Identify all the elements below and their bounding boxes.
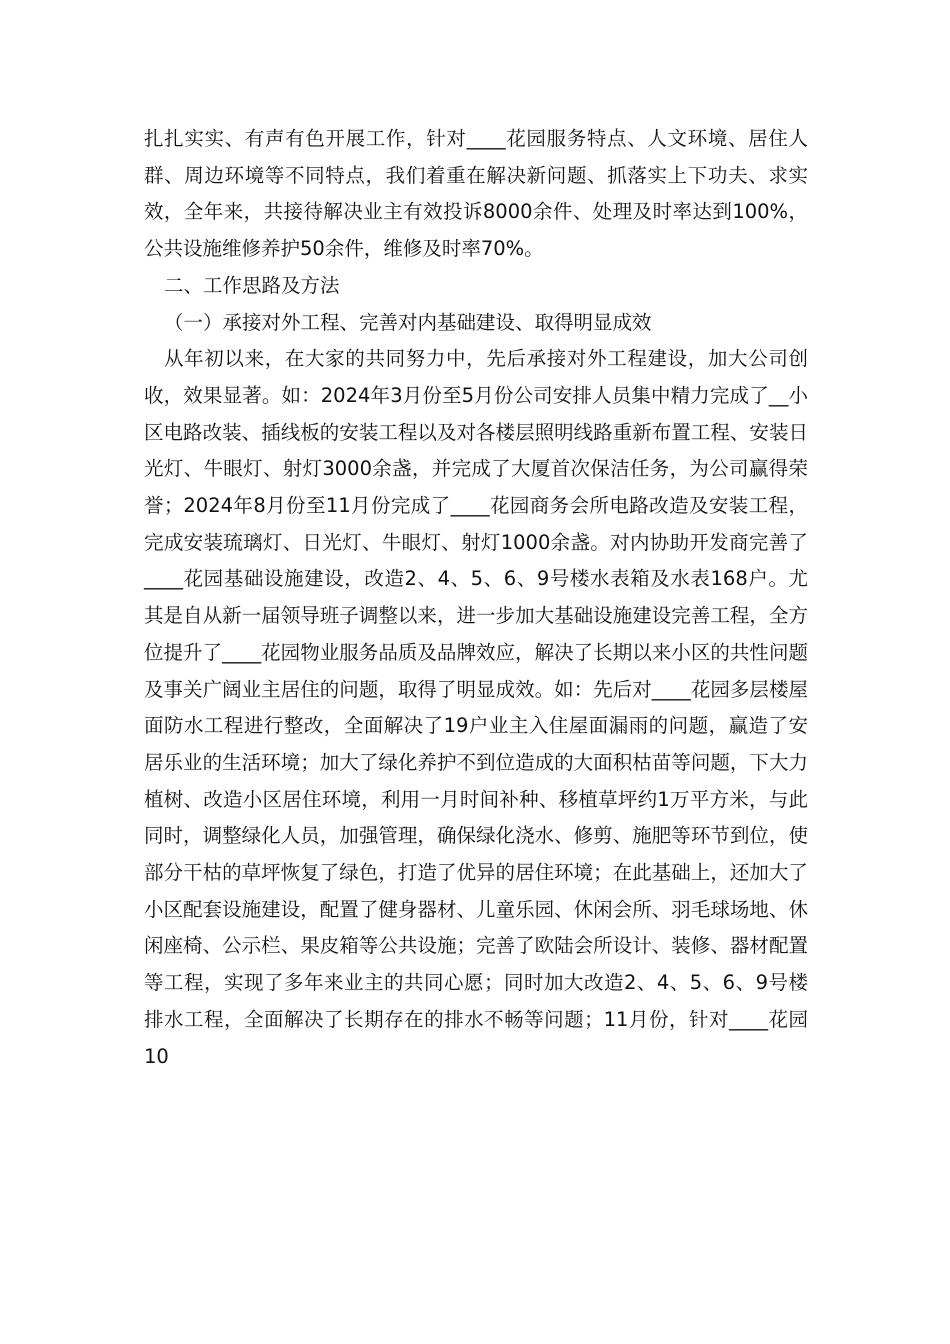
subsection-heading-external-projects: （一）承接对外工程、完善对内基础建设、取得明显成效	[164, 310, 652, 334]
document-body	[144, 121, 808, 1075]
paragraph-work-summary: 扎扎实实、有声有色开展工作，针对____花园服务特点、人文环境、居住人群、周边环境等不同特点，我们着重在解决新问题、抓落实上下功夫、求实效，全年来，共接待解决业主有效投诉8000余件、处理及时率达到100%，公共设施维修养护50余件，维修及时率70%。	[144, 127, 808, 261]
paragraph-project-details: 从年初以来，在大家的共同努力中，先后承接对外工程建设，加大公司创收，效果显著。如：2024年3月份至5月份公司安排人员集中精力完成了__小区电路改装、插线板的安装工程以及对各楼层照明线路重新布置工程、安装日光灯、牛眼灯、射灯3000余盏，并完成了大厦首次保洁任务，为公司赢得荣誉；2024年8月份至11月份完成了____花园商务会所电路改造及安装工程，完成安装琉璃灯、日光灯、牛眼灯、射灯1000余盏。对内协助开发商完善了____花园基础设施建设，改造2、4、5、6、9号楼水表箱及水表168户。尤其是自从新一届领导班子调整以来，进一步加大基础设施建设完善工程，全方位提升了____花园物业服务品质及品牌效应，解决了长期以来小区的共性问题及事关广阔业主居住的问题，取得了明显成效。如：先后对____花园多层楼屋面防水工程进行整改，全面解决了19户业主入住屋面漏雨的问题，赢造了安居乐业的生活环境；加大了绿化养护不到位造成的大面积枯苗等问题，下大力植树、改造小区居住环境，利用一月时间补种、移植草坪约1万平方米，与此同时，调整绿化人员，加强管理，确保绿化浇水、修剪、施肥等环节到位，使部分干枯的草坪恢复了绿色，打造了优异的居住环境；在此基础上，还加大了小区配套设施建设，配置了健身器材、儿童乐园、休闲会所、羽毛球场地、休闲座椅、公示栏、果皮箱等公共设施；完善了欧陆会所设计、装修、器材配置等工程，实现了多年来业主的共同心愿；同时加大改造2、4、5、6、9号楼排水工程，全面解决了长期存在的排水不畅等问题；11月份，针对____花园10	[144, 347, 808, 1068]
section-heading-work-approach: 二、工作思路及方法	[164, 273, 340, 297]
